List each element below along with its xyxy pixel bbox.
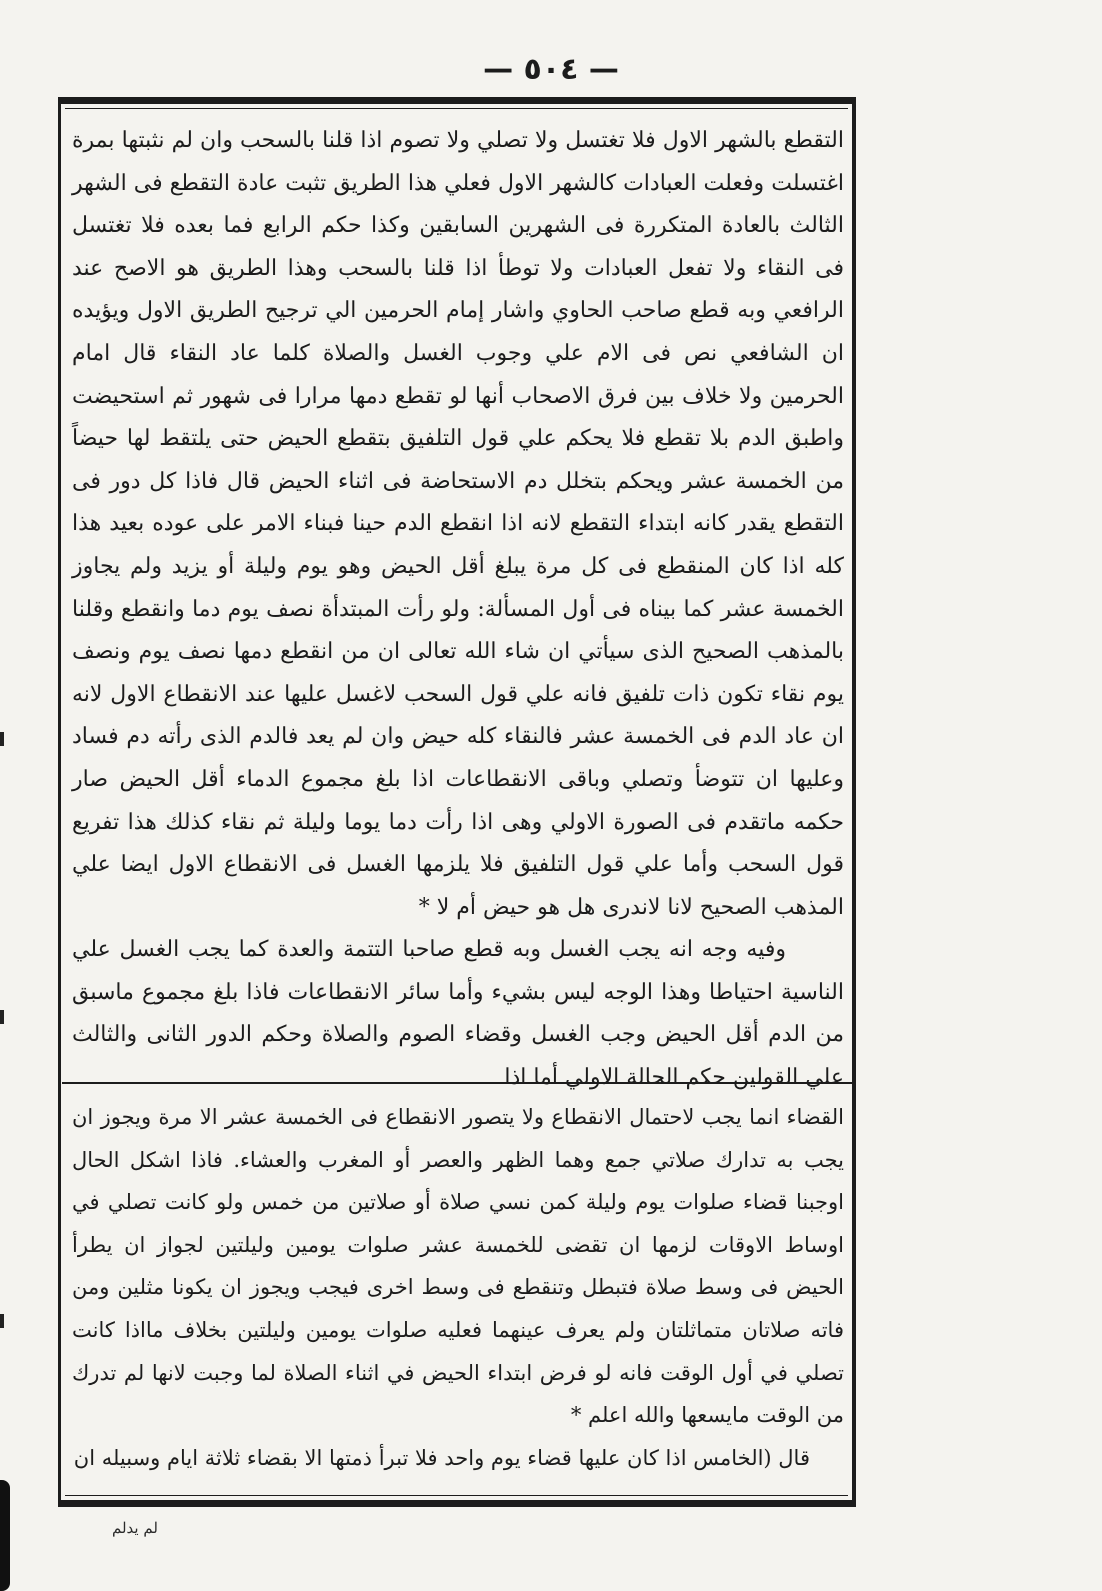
catchword: لم يدلم bbox=[112, 1519, 158, 1537]
footnote-paragraph-2: قال (الخامس اذا كان عليها قضاء يوم واحد فلا تبرأ ذمتها الا بقضاء ثلاثة ايام وسبيله ان bbox=[73, 1445, 810, 1470]
page-number: — ٥٠٤ — bbox=[483, 52, 619, 87]
margin-mark bbox=[0, 732, 4, 746]
footnote-paragraph-1: القضاء انما يجب لاحتمال الانقطاع ولا يتصور الانقطاع فى الخمسة عشر الا مرة ويجوز ان يجب به تدارك صلاتي جمع وهما الظهر والعصر أو المغرب والعشاء. فاذا اشكل الحال اوجبنا قضاء صلوات يوم وليلة كمن نسي صلاة أو صلاتين من خمس ولو كانت تصلي في اوساط الاوقات لزمها ان تقضى للخمسة عشر صلوات يومين وليلتين لجواز ان يطرأ الحيض فى وسط صلاة فتبطل وتنقطع فى وسط اخرى فيجب ويجوز ان يكونا مثلين ومن فاته صلاتان متماثلتان ولم يعرف عينهما فعليه صلوات يومين وليلتين بخلاف مااذا كانت تصلي في أول الوقت فانه لو فرض ابتداء الحيض في اثناء الصلاة لما وجبت لانها لم تدرك من الوقت مايسعها والله اعلم * bbox=[72, 1105, 844, 1428]
text-divider bbox=[62, 1082, 852, 1084]
footnote-block bbox=[72, 1096, 844, 1496]
margin-mark bbox=[0, 1314, 4, 1328]
main-paragraph-1: التقطع بالشهر الاول فلا تغتسل ولا تصلي ولا تصوم اذا قلنا بالسحب وان لم نثبتها بمرة اغتسلت وفعلت العبادات كالشهر الاول فعلي هذا الطريق تثبت عادة التقطع فى الشهر الثالث بالعادة المتكررة فى الشهرين السابقين وكذا حكم الرابع فما بعده فلا تغتسل فى النقاء ولا تفعل العبادات ولا توطأ اذا قلنا بالسحب وهذا الطريق هو الاصح عند الرافعي وبه قطع صاحب الحاوي واشار إمام الحرمين الي ترجيح الطريق الاول ويؤيده ان الشافعي نص فى الام علي وجوب الغسل والصلاة كلما عاد النقاء قال امام الحرمين ولا خلاف بين فرق الاصحاب أنها لو تقطع دمها مرارا فى شهور ثم استحيضت واطبق الدم بلا تقطع فلا يحكم علي قول التلفيق بتقطع الحيض حتى يلتقط لها حيضاً من الخمسة عشر ويحكم بتخلل دم الاستحاضة فى اثناء الحيض قال فاذا كل دور فى التقطع يقدر كانه ابتداء التقطع لانه اذا انقطع الدم حينا فبناء الامر على عوده بعيد هذا كله اذا كان المنقطع فى كل مرة يبلغ أقل الحيض وهو يوم وليلة أو يزيد ولم يجاوز الخمسة عشر كما بيناه فى أول المسألة: ولو رأت المبتدأة نصف يوم دما وانقطع وقلنا بالمذهب الصحيح الذى سيأتي ان شاء الله تعالى ان من انقطع دمها نصف يوم ونصف يوم نقاء تكون ذات تلفيق فانه علي قول السحب لاغسل عليها عند الانقطاع الاول لانه ان عاد الدم فى الخمسة عشر فالنقاء كله حيض وان لم يعد فالدم الذى رأته دم فساد وعليها ان تتوضأ وتصلي وباقى الانقطاعات اذا بلغ مجموع الدماء أقل الحيض صار حكمه ماتقدم فى الصورة الاولي وهى اذا رأت دما يوما وليلة ثم نقاء كذلك هذا تفريع قول السحب وأما علي قول التلفيق فلا يلزمها الغسل فى الانقطاع الاول ايضا علي المذهب الصحيح لانا لاندرى هل هو حيض أم لا * bbox=[72, 128, 844, 920]
main-paragraph-2: وفيه وجه انه يجب الغسل وبه قطع صاحبا التتمة والعدة كما يجب الغسل علي الناسية احتياطا وهذا الوجه ليس بشيء وأما سائر الانقطاعات فاذا بلغ مجموع ماسبق من الدم أقل الحيض وجب الغسل وقضاء الصوم والصلاة وحكم الدور الثانى والثالث علي القولين حكم الحالة الاولي أما اذا bbox=[72, 937, 844, 1091]
main-text-block bbox=[72, 120, 844, 1091]
margin-mark bbox=[0, 1010, 4, 1024]
scan-edge-shadow bbox=[0, 1480, 10, 1591]
